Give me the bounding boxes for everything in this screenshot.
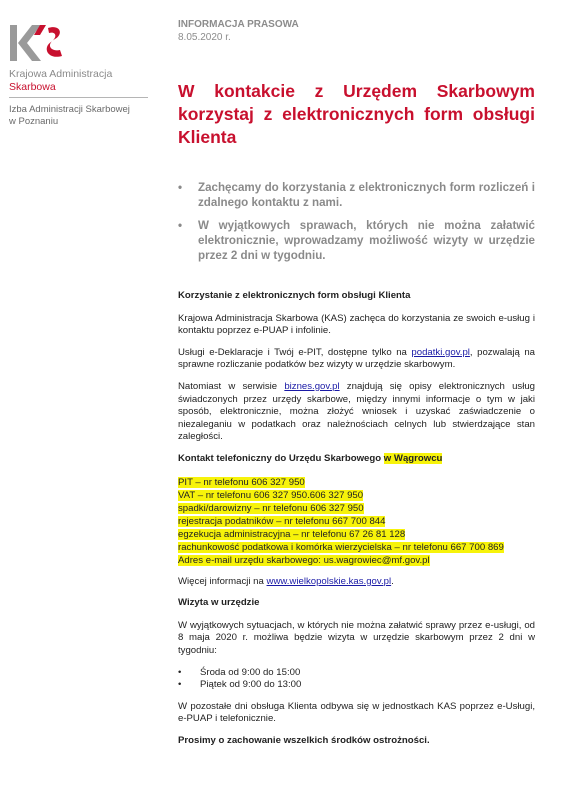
contact-text: VAT – nr telefonu 606 327 950.606 327 950 [178,489,364,501]
text: Kontakt telefoniczny do Urzędu Skarbowego [178,452,384,464]
visit-day-item [178,679,535,692]
contact-item [178,476,535,489]
press-label: INFORMACJA PRASOWA [178,19,299,30]
paragraph-other-days: W pozostałe dni obsługa Klienta odbywa się w jednostkach KAS poprzez e-Usługi, e-PUAP i telefonicznie. [178,700,535,725]
paragraph-kas-intro: Krajowa Administracja Skarbowa (KAS) zachęca do korzystania ze swoich e-usług i kontaktu poprzez e-PUAP i infolinie. [178,312,535,337]
text: . [391,575,394,587]
paragraph-visit: W wyjątkowych sytuacjach, w których nie można załatwić sprawy przez e-usługi, od 8 maja 2020 r. możliwa będzie wizyta w urzędzie skarbowym przez 2 dni w tygodniu: [178,619,535,656]
bullet-icon: • [178,219,183,232]
contact-text: rachunkowość podatkowa i komórka wierzycielska – nr telefonu 667 700 869 [178,541,504,553]
press-date: 8.05.2020 r. [178,32,231,43]
bullet-icon: • [178,181,183,194]
section-heading-visit: Wizyta w urzędzie [178,597,260,609]
paragraph-biznes [178,381,535,444]
contact-text: spadki/darowizny – nr telefonu 606 327 950 [178,502,364,514]
sidebar-divider [9,97,148,98]
text: Więcej informacji na [178,575,267,587]
contact-list [178,476,535,567]
visit-days-list [178,667,535,692]
article-body [178,290,535,756]
kas-website-link[interactable]: www.wielkopolskie.kas.gov.pl [266,575,392,587]
section-heading-eservices: Korzystanie z elektronicznych form obsługi Klienta [178,290,411,301]
contact-text: PIT – nr telefonu 606 327 950 [178,476,305,488]
contact-item [178,489,535,502]
paragraph-podatki [178,347,535,372]
lead-bullet-item [178,180,535,210]
visit-day-text: Środa od 9:00 do 15:00 [200,666,301,678]
section-heading-phone [178,453,535,466]
izba-name [9,104,130,128]
biznes-link[interactable]: biznes.gov.pl [284,380,340,392]
text: Natomiast w serwisie [178,380,285,392]
contact-item [178,502,535,515]
highlighted-city: w Wągrowcu [383,452,443,464]
closing-note: Prosimy o zachowanie wszelkich środków ostrożności. [178,734,430,746]
contact-item [178,528,535,541]
bullet-icon: • [178,679,182,691]
podatki-link[interactable]: podatki.gov.pl [411,346,470,358]
org-name-line2: Skarbowa [9,81,56,93]
kas-logo-icon [8,22,66,64]
text: , pozwalają na sprawne rozliczanie podatków bez wizyty w urzędzie skarbowym. [178,346,535,371]
lead-bullets [178,180,535,271]
text: Usługi e-Deklaracje i Twój e-PIT, dostępne tylko na [178,346,412,358]
text: znajdują się opisy elektronicznych usług świadczonych przez urzędy skarbowe, między innymi informacje o tym w jaki sposób, elektronicznie, można złożyć wniosek i uzyskać zaświadczenie o niezaleganiu w podatkach oraz należnościach celnych lub stwierdzające stan zaległości. [178,380,536,443]
org-name-line1: Krajowa Administracja [9,68,113,80]
page-title: W kontakcie z Urzędem Skarbowym korzystaj z elektronicznych form obsługi Klienta [178,81,535,147]
izba-name-line2: w Poznaniu [9,116,59,127]
izba-name-line1: Izba Administracji Skarbowej [9,104,130,115]
lead-bullet-item [178,218,535,263]
contact-item [178,554,535,567]
lead-bullet-text: W wyjątkowych sprawach, których nie można załatwić elektronicznie, wprowadzamy możliwość wizyty w urzędzie przez 2 dni w tygodniu. [198,219,535,262]
contact-email: Adres e-mail urzędu skarbowego: us.wagrowiec@mf.gov.pl [178,554,430,566]
lead-bullet-text: Zachęcamy do korzystania z elektronicznych form rozliczeń i zdalnego kontaktu z nami. [198,181,535,209]
visit-day-text: Piątek od 9:00 do 13:00 [200,679,302,691]
contact-item [178,541,535,554]
visit-day-item [178,667,535,680]
contact-text: rejestracja podatników – nr telefonu 667 700 844 [178,515,386,527]
bullet-icon: • [178,666,182,678]
contact-text: egzekucja administracyjna – nr telefonu 67 26 81 128 [178,528,406,540]
contact-item [178,515,535,528]
paragraph-more-info [178,576,535,589]
